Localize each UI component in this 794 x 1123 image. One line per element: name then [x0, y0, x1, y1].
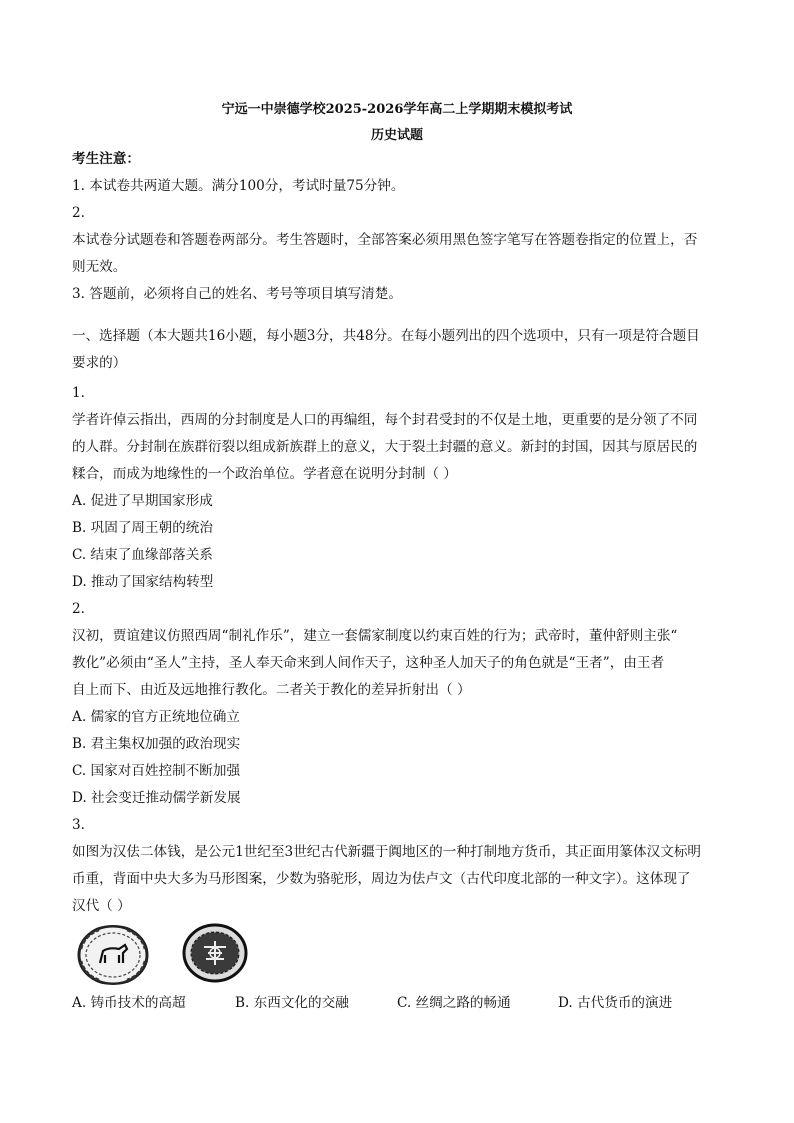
question-2-stem-line: 汉初，贾谊建议仿照西周“制礼作乐”，建立一套儒家制度以约束百姓的行为；武帝时，董仲舒则主张“: [72, 628, 678, 644]
coin-chinese-side-image: [182, 923, 248, 983]
question-1-number: 1.: [72, 385, 85, 401]
exam-title: 宁远一中崇德学校2025-2026学年高二上学期期末模拟考试: [221, 102, 573, 117]
notice-item-1: 1. 本试卷共两道大题。满分100分，考试时量75分钟。: [72, 178, 405, 194]
section-heading-line-2: 要求的）: [72, 355, 127, 371]
question-1-option-d: D. 推动了国家结构转型: [72, 574, 214, 590]
question-1-stem-line: 糅合，而成为地缘性的一个政治单位。学者意在说明分封制（ ）: [72, 466, 457, 482]
notice-heading: 考生注意：: [72, 151, 140, 167]
question-1-option-a: A. 促进了早期国家形成: [72, 493, 213, 509]
question-3-stem-line: 币重，背面中央大多为马形图案，少数为骆驼形，周边为佉卢文（古代印度北部的一种文字）。这体现了: [72, 871, 691, 887]
notice-item-2-line-1: 本试卷分试题卷和答题卷两部分。考生答题时，全部答案必须用黑色签字笔写在答题卷指定的位置上，否: [72, 232, 698, 248]
question-2-stem-line: 教化”必须由“圣人”主持，圣人奉天命来到人间作天子，这种圣人加天子的角色就是“王者”，由王者: [72, 655, 665, 671]
question-1-option-b: B. 巩固了周王朝的统治: [72, 520, 213, 536]
question-2-stem-line: 自上而下、由近及远地推行教化。二者关于教化的差异折射出（ ）: [72, 682, 471, 698]
question-3-option-b: B. 东西文化的交融: [235, 995, 349, 1011]
question-3-option-d: D. 古代货币的演进: [558, 995, 673, 1011]
question-2-number: 2.: [72, 601, 85, 617]
question-1-stem-line: 的人群。分封制在族群衍裂以组成新族群上的意义，大于裂土封疆的意义。新封的封国，因其与原居民的: [72, 439, 698, 455]
question-3-stem-line: 汉代（ ）: [72, 898, 131, 914]
question-3-option-a: A. 铸币技术的高超: [72, 995, 186, 1011]
section-heading-line-1: 一、选择题（本大题共16小题，每小题3分，共48分。在每小题列出的四个选项中，只有一项是符合题目: [72, 328, 700, 344]
question-2-option-b: B. 君主集权加强的政治现实: [72, 736, 241, 752]
coin-horse-side-image: [73, 925, 153, 985]
question-1-stem-line: 学者许倬云指出，西周的分封制度是人口的再编组，每个封君受封的不仅是土地，更重要的是分领了不同: [72, 412, 698, 428]
exam-subtitle: 历史试题: [370, 128, 423, 143]
question-2-option-a: A. 儒家的官方正统地位确立: [72, 709, 240, 725]
question-3-stem-line: 如图为汉佉二体钱，是公元1世纪至3世纪古代新疆于阗地区的一种打制地方货币，其正面用篆体汉文标明: [72, 844, 702, 860]
question-3-number: 3.: [72, 817, 85, 833]
notice-item-2-line-2: 则无效。: [72, 259, 127, 275]
question-3-option-c: C. 丝绸之路的畅通: [397, 995, 511, 1011]
question-1-option-c: C. 结束了血缘部落关系: [72, 547, 213, 563]
question-2-option-c: C. 国家对百姓控制不断加强: [72, 763, 241, 779]
notice-item-2-number: 2.: [72, 205, 85, 221]
notice-item-3: 3. 答题前，必须将自己的姓名、考号等项目填写清楚。: [72, 286, 402, 302]
question-2-option-d: D. 社会变迁推动儒学新发展: [72, 790, 241, 806]
